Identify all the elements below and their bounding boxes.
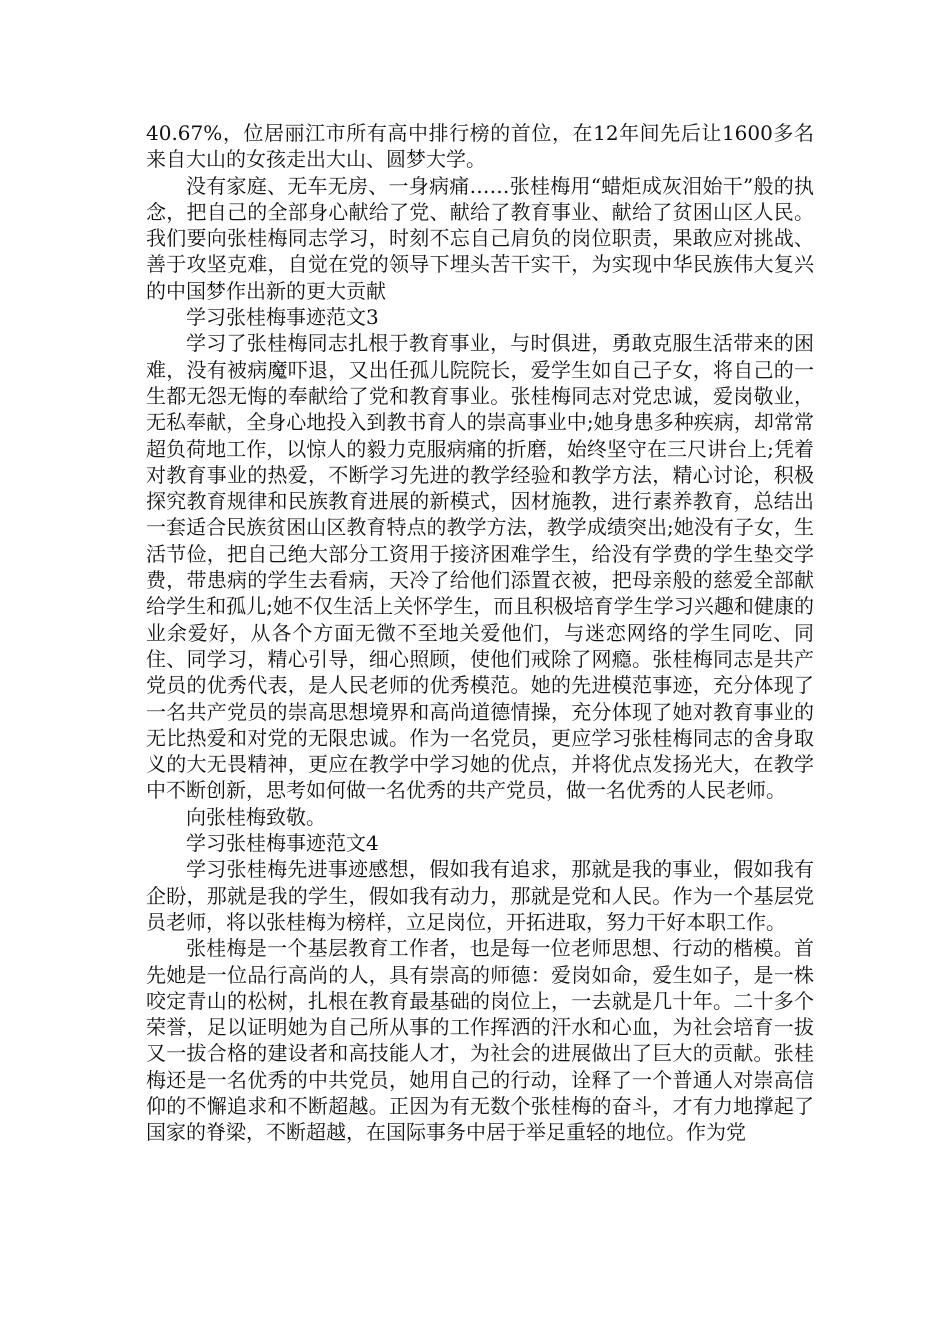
paragraph-salute: 向张桂梅致敬。 bbox=[186, 804, 326, 829]
paragraph-intro-stats: 40.67%，位居丽江市所有高中排行榜的首位，在12年间先后让1600多名来自大山的女孩走出大山、圆梦大学。 bbox=[146, 121, 814, 172]
paragraph-dedication: 没有家庭、无车无房、一身病痛……张桂梅用“蜡炬成灰泪始干”般的执念，把自己的全部身心献给了党、献给了教育事业、献给了贫困山区人民。我们要向张桂梅同志学习，时刻不忘自己肩负的岗位职责，果敢应对挑战、善于攻坚克难，自觉在党的领导下埋头苦干实干，为实现中华民族伟大复兴的中国梦作出新的更大贡献 bbox=[146, 173, 814, 303]
paragraph-essay-3: 学习了张桂梅同志扎根于教育事业，与时俱进，勇敢克服生活带来的困难，没有被病魔吓退，又出任孤儿院院长，爱学生如自己子女，将自己的一生都无怨无悔的奉献给了党和教育事业。张桂梅同志对党忠诚，爱岗敬业，无私奉献，全身心地投入到教书育人的崇高事业中;她身患多种疾病，却常常超负荷地工作，以惊人的毅力克服病痛的折磨，始终坚守在三尺讲台上;凭着对教育事业的热爱，不断学习先进的教学经验和教学方法，精心讨论，积极探究教育规律和民族教育进展的新模式，因材施教，进行素养教育，总结出一套适合民族贫困山区教育特点的教学方法，教学成绩突出;她没有子女，生活节俭，把自己绝大部分工资用于接济困难学生，给没有学费的学生垫交学费，带患病的学生去看病，天冷了给他们添置衣被，把母亲般的慈爱全部献给学生和孤儿;她不仅生活上关怀学生，而且积极培育学生学习兴趣和健康的业余爱好，从各个方面无微不至地关爱他们，与迷恋网络的学生同吃、同住、同学习，精心引导，细心照顾，使他们戒除了网瘾。张桂梅同志是共产党员的优秀代表，是人民老师的优秀模范。她的先进模范事迹，充分体现了一名共产党员的崇高思想境界和高尚道德情操，充分体现了她对教育事业的无比热爱和对党的无限忠诚。作为一名党员，更应学习张桂梅同志的舍身取义的大无畏精神，更应在教学中学习她的优点，并将优点发扬光大，在教学中不断创新，思考如何做一名优秀的共产党员，做一名优秀的人民老师。 bbox=[146, 331, 814, 803]
section-heading-3: 学习张桂梅事迹范文3 bbox=[186, 305, 379, 330]
section-heading-4: 学习张桂梅事迹范文4 bbox=[186, 831, 379, 856]
paragraph-essay-4-intro: 学习张桂梅先进事迹感想，假如我有追求，那就是我的事业，假如我有企盼，那就是我的学生，假如我有动力，那就是党和人民。作为一个基层党员老师，将以张桂梅为榜样，立足岗位，开拓进取，努力干好本职工作。 bbox=[146, 857, 814, 934]
paragraph-essay-4-body: 张桂梅是一个基层教育工作者，也是每一位老师思想、行动的楷模。首先她是一位品行高尚的人，具有崇高的师德：爱岗如命，爱生如子，是一株咬定青山的松树，扎根在教育最基础的岗位上，一去就是几十年。二十多个荣誉，足以证明她为自己所从事的工作挥洒的汗水和心血，为社会培育一拔又一拔合格的建设者和高技能人才，为社会的进展做出了巨大的贡献。张桂梅还是一名优秀的中共党员，她用自己的行动，诠释了一个普通人对崇高信仰的不懈追求和不断超越。正因为有无数个张桂梅的奋斗，才有力地撑起了国家的脊梁，不断超越，在国际事务中居于举足重轻的地位。作为党 bbox=[146, 936, 814, 1145]
document-page bbox=[146, 120, 814, 1146]
